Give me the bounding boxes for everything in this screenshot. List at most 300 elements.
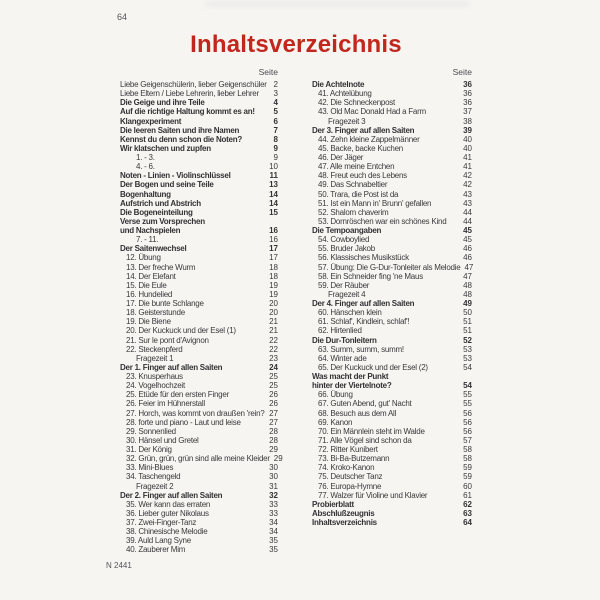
toc-entry-title: 44. Zehn kleine Zappelmänner <box>318 134 420 144</box>
toc-entry-title: 62. Hirtenlied <box>318 326 362 336</box>
toc-entry-page: 17 <box>269 253 278 263</box>
toc-entry-title: 1. - 3. <box>136 153 155 162</box>
toc-entry-title: 38. Chinesische Melodie <box>126 527 208 537</box>
toc-entry-page: 51 <box>463 317 472 327</box>
toc-entry-page: 56 <box>463 408 472 418</box>
toc-entry <box>120 98 278 107</box>
toc-entry-page: 8 <box>273 134 278 144</box>
toc-entry <box>312 354 472 363</box>
toc-entry <box>120 199 278 208</box>
toc-entry-title: Wir klatschen und zupfen <box>120 143 211 153</box>
toc-entry-title: 75. Deutscher Tanz <box>318 472 383 482</box>
toc-entry <box>120 153 278 162</box>
toc-entry-page: 48 <box>463 280 472 290</box>
toc-entry <box>120 482 278 491</box>
toc-entry <box>120 171 278 180</box>
toc-entry-page: 24 <box>269 362 278 372</box>
toc-entry-title: 19. Die Biene <box>126 317 171 327</box>
toc-entry-title: 59. Der Räuber <box>318 280 370 290</box>
toc-column-left <box>120 67 283 555</box>
toc-entry <box>120 226 278 235</box>
toc-entry-page: 63 <box>463 508 472 518</box>
toc-entry-title: 70. Ein Männlein steht im Walde <box>318 426 425 436</box>
toc-entry-page: 19 <box>269 280 278 290</box>
toc-entry <box>120 89 278 98</box>
toc-entry-title: hinter der Viertelnote? <box>312 381 392 391</box>
toc-entry-page: 55 <box>463 390 472 400</box>
toc-entry-title: 63. Summ, summ, summ! <box>318 344 404 354</box>
toc-entry <box>312 80 472 89</box>
toc-entry-title: 30. Hänsel und Gretel <box>126 435 199 445</box>
toc-entry-page: 30 <box>269 472 278 482</box>
toc-entry-title: Der Saitenwechsel <box>120 244 187 254</box>
toc-entry <box>312 144 472 153</box>
toc-entry-page: 16 <box>269 235 278 245</box>
toc-entry-page: 43 <box>463 189 472 199</box>
toc-columns <box>120 67 472 555</box>
toc-entry-title: 33. Mini-Blues <box>126 463 174 473</box>
toc-entry-title: 28. forte und piano - Laut und leise <box>126 417 241 427</box>
toc-entry-title: Der 3. Finger auf allen Saiten <box>312 125 415 135</box>
toc-entry-page: 21 <box>269 317 278 327</box>
toc-entry <box>120 290 278 299</box>
toc-entry-title: Bogenhaltung <box>120 189 171 199</box>
seite-column-header: Seite <box>452 67 472 77</box>
toc-entry-title: Inhaltsverzeichnis <box>312 518 377 527</box>
toc-entry-title: 45. Backe, backe Kuchen <box>318 143 403 153</box>
toc-entry-title: Liebe Eltern / Liebe Lehrerin, lieber Lehrer <box>120 89 259 99</box>
toc-entry-title: 67. Guten Abend, gut' Nacht <box>318 399 412 409</box>
toc-entry-page: 18 <box>269 262 278 272</box>
toc-entry <box>312 272 472 281</box>
toc-entry-title: 77. Walzer für Violine und Klavier <box>318 490 428 500</box>
toc-entry <box>312 472 472 481</box>
toc-entry-page: 48 <box>463 289 472 299</box>
toc-entry <box>120 472 278 481</box>
toc-entry <box>312 153 472 162</box>
toc-entry-title: 53. Dornröschen war ein schönes Kind <box>318 216 447 226</box>
toc-entry-page: 54 <box>463 362 472 372</box>
toc-entry-page: 9 <box>273 143 278 153</box>
toc-entry-page: 28 <box>269 426 278 436</box>
toc-entry-title: 18. Geisterstunde <box>126 308 185 318</box>
toc-entry <box>312 418 472 427</box>
toc-entry-title: 66. Übung <box>318 390 353 400</box>
toc-entry-title: Fragezeit 2 <box>136 481 174 491</box>
toc-entry-page: 19 <box>269 289 278 299</box>
toc-entry-title: 50. Trara, die Post ist da <box>318 189 399 199</box>
toc-entry-page: 10 <box>269 162 278 172</box>
scan-artifact-smudge <box>205 1 470 7</box>
toc-entry-page: 35 <box>269 545 278 555</box>
toc-entry-page: 39 <box>463 125 472 135</box>
toc-entry <box>120 536 278 545</box>
toc-entry-page: 64 <box>463 518 472 527</box>
toc-entry-page: 44 <box>463 216 472 226</box>
toc-entry-page: 9 <box>273 153 278 162</box>
toc-entry <box>312 518 472 527</box>
toc-entry-page: 42 <box>463 171 472 181</box>
toc-entry-title: 36. Lieber guter Nikolaus <box>126 508 209 518</box>
toc-entry-page: 38 <box>463 116 472 126</box>
toc-entry-title: 48. Freut euch des Lebens <box>318 171 407 181</box>
toc-entry-title: 17. Die bunte Schlange <box>126 299 204 308</box>
toc-entry-title: Probierblatt <box>312 499 354 509</box>
toc-entry-title: 20. Der Kuckuck und der Esel (1) <box>126 326 236 336</box>
toc-entry-page: 46 <box>463 253 472 263</box>
toc-entry-page: 7 <box>273 125 278 135</box>
toc-entry <box>120 518 278 527</box>
toc-entry <box>312 390 472 399</box>
toc-entry-title: Fragezeit 3 <box>328 116 366 126</box>
toc-entry-title: 16. Hundelied <box>126 289 173 299</box>
toc-entry <box>312 208 472 217</box>
toc-entry-title: 29. Sonnenlied <box>126 426 176 436</box>
toc-entry <box>120 445 278 454</box>
toc-entry <box>312 299 472 308</box>
toc-entry <box>312 162 472 171</box>
toc-entry-title: 21. Sur le pont d'Avignon <box>126 335 209 345</box>
toc-entry-title: Der 4. Finger auf allen Saiten <box>312 299 415 308</box>
toc-entry-title: Die Dur-Tonleitern <box>312 335 377 345</box>
toc-entry <box>312 244 472 253</box>
toc-entry-title: 4. - 6. <box>136 162 155 172</box>
toc-entry <box>312 226 472 235</box>
toc-entry-page: 27 <box>269 408 278 418</box>
toc-entry-title: 72. Ritter Kunibert <box>318 445 378 454</box>
toc-entry <box>120 399 278 408</box>
toc-entry <box>312 253 472 262</box>
toc-entry-title: 23. Knusperhaus <box>126 372 183 381</box>
toc-entry <box>120 208 278 217</box>
toc-entry-page: 47 <box>464 262 474 272</box>
page-number: 64 <box>117 12 128 22</box>
toc-entry-title: 68. Besuch aus dem All <box>318 408 397 418</box>
toc-entry <box>120 217 278 226</box>
toc-entry <box>120 509 278 518</box>
toc-entry-page: 53 <box>463 353 472 363</box>
toc-entry-title: Liebe Geigenschülerin, lieber Geigenschüler <box>120 80 267 89</box>
toc-entry <box>312 363 472 372</box>
toc-entry-page: 25 <box>269 372 278 381</box>
toc-entry-title: Die Tempoangaben <box>312 226 382 235</box>
toc-entry-page: 60 <box>463 481 472 491</box>
toc-entry-page: 45 <box>463 235 472 245</box>
toc-entry-title: 22. Steckenpferd <box>126 344 183 354</box>
toc-entry-title: 39. Auld Lang Syne <box>126 536 191 546</box>
toc-entry-page: 62 <box>463 499 472 509</box>
toc-entry-title: 55. Bruder Jakob <box>318 244 375 254</box>
toc-entry <box>312 454 472 463</box>
toc-entry-title: 47. Alle meine Entchen <box>318 162 395 172</box>
toc-entry <box>120 336 278 345</box>
toc-entry-title: Was macht der Punkt <box>312 372 389 381</box>
toc-entry <box>312 482 472 491</box>
toc-entry-page: 44 <box>463 207 472 217</box>
toc-entry-page: 23 <box>269 353 278 363</box>
toc-entry-title: Aufstrich und Abstrich <box>120 198 201 208</box>
toc-entry-title: 58. Ein Schneider fing 'ne Maus <box>318 271 423 281</box>
toc-entry <box>312 491 472 500</box>
toc-entry-title: 41. Achtelübung <box>318 89 372 99</box>
toc-entry <box>120 135 278 144</box>
toc-entry-page: 6 <box>273 116 278 126</box>
toc-entry <box>312 107 472 116</box>
toc-entry-title: Die Geige und ihre Teile <box>120 98 205 108</box>
toc-column-right <box>312 67 472 555</box>
toc-entry-page: 3 <box>273 89 278 99</box>
toc-entry <box>312 381 472 390</box>
toc-entry-page: 26 <box>269 399 278 409</box>
toc-entry <box>120 190 278 199</box>
toc-entry-title: 43. Old Mac Donald Had a Farm <box>318 107 426 117</box>
toc-entry <box>312 308 472 317</box>
toc-entry <box>120 317 278 326</box>
toc-entry <box>312 217 472 226</box>
toc-entry <box>312 326 472 335</box>
toc-entry-title: 52. Shalom chaverim <box>318 207 389 217</box>
toc-entry-title: 56. Klassisches Musikstück <box>318 253 409 263</box>
toc-entry-list <box>120 80 283 555</box>
toc-entry <box>312 317 472 326</box>
toc-entry-title: Der Bogen und seine Teile <box>120 180 214 190</box>
toc-entry-page: 33 <box>269 499 278 509</box>
toc-entry-page: 17 <box>269 244 278 254</box>
toc-entry <box>120 272 278 281</box>
toc-entry-page: 59 <box>463 472 472 482</box>
toc-entry <box>312 117 472 126</box>
toc-entry-title: 69. Kanon <box>318 417 353 427</box>
toc-entry-page: 54 <box>463 381 472 391</box>
toc-entry <box>312 336 472 345</box>
toc-entry-page: 46 <box>463 244 472 254</box>
toc-entry <box>312 290 472 299</box>
toc-entry <box>312 372 472 381</box>
toc-entry-page: 53 <box>463 344 472 354</box>
toc-entry <box>120 281 278 290</box>
toc-entry <box>312 135 472 144</box>
toc-entry <box>312 409 472 418</box>
toc-entry-title: Klangexperiment <box>120 116 182 126</box>
toc-entry-page: 25 <box>269 381 278 391</box>
toc-entry-page: 5 <box>273 107 278 117</box>
toc-entry <box>120 418 278 427</box>
toc-entry <box>120 409 278 418</box>
toc-entry <box>120 126 278 135</box>
toc-entry-title: 46. Der Jäger <box>318 153 364 162</box>
toc-entry <box>312 345 472 354</box>
toc-entry-page: 55 <box>463 399 472 409</box>
toc-entry-page: 36 <box>463 89 472 99</box>
toc-entry-title: 12. Übung <box>126 253 161 263</box>
toc-entry-page: 11 <box>269 171 278 181</box>
toc-entry-page: 34 <box>269 527 278 537</box>
toc-entry <box>120 427 278 436</box>
toc-entry-title: 40. Zauberer Mim <box>126 545 186 555</box>
toc-entry <box>120 144 278 153</box>
toc-entry-title: 35. Wer kann das erraten <box>126 499 211 509</box>
toc-entry-title: 34. Taschengeld <box>126 472 181 482</box>
toc-entry-title: 26. Feier im Hühnerstall <box>126 399 205 409</box>
toc-entry-page: 56 <box>463 417 472 427</box>
toc-entry <box>120 80 278 89</box>
edition-number: N 2441 <box>106 561 132 570</box>
toc-entry-title: 24. Vogelhochzeit <box>126 381 185 391</box>
toc-entry-title: Der 1. Finger auf allen Saiten <box>120 362 223 372</box>
toc-entry-page: 28 <box>269 435 278 445</box>
toc-entry-title: 31. Der König <box>126 445 172 454</box>
toc-entry <box>120 308 278 317</box>
toc-entry <box>120 381 278 390</box>
toc-entry <box>312 436 472 445</box>
toc-entry-page: 21 <box>269 326 278 336</box>
toc-entry <box>120 527 278 536</box>
toc-entry-page: 27 <box>269 417 278 427</box>
toc-entry-page: 20 <box>269 308 278 318</box>
toc-entry-title: 37. Zwei-Finger-Tanz <box>126 518 197 527</box>
toc-entry-page: 36 <box>463 98 472 108</box>
toc-entry-title: Abschlußzeugnis <box>312 508 375 518</box>
toc-entry <box>120 363 278 372</box>
toc-entry-page: 61 <box>463 490 472 500</box>
toc-entry-page: 29 <box>273 454 283 464</box>
toc-entry-title: 65. Der Kuckuck und der Esel (2) <box>318 362 428 372</box>
toc-entry <box>120 463 278 472</box>
toc-entry <box>120 299 278 308</box>
toc-entry <box>120 354 278 363</box>
toc-entry-title: und Nachspielen <box>120 226 181 235</box>
toc-entry <box>120 180 278 189</box>
toc-entry-page: 14 <box>269 189 278 199</box>
toc-entry-title: Fragezeit 4 <box>328 289 366 299</box>
toc-entry-page: 42 <box>463 180 472 190</box>
toc-entry-page: 30 <box>269 463 278 473</box>
toc-entry-title: Kennst du denn schon die Noten? <box>120 134 243 144</box>
toc-entry-title: 7. - 11. <box>136 235 159 245</box>
toc-entry <box>312 126 472 135</box>
toc-entry-title: Fragezeit 1 <box>136 353 174 363</box>
toc-entry-title: 42. Die Schneckenpost <box>318 98 396 108</box>
toc-entry <box>312 199 472 208</box>
toc-entry-page: 34 <box>269 518 278 527</box>
toc-entry <box>120 235 278 244</box>
toc-entry-title: 25. Etüde für den ersten Finger <box>126 390 229 400</box>
toc-entry <box>312 171 472 180</box>
toc-entry-page: 4 <box>273 98 278 108</box>
seite-column-header: Seite <box>258 67 278 77</box>
toc-entry-page: 57 <box>463 435 472 445</box>
toc-entry-page: 32 <box>269 490 278 500</box>
toc-entry <box>312 500 472 509</box>
toc-entry-title: 64. Winter ade <box>318 353 367 363</box>
toc-entry <box>120 263 278 272</box>
toc-entry-page: 35 <box>269 536 278 546</box>
toc-entry-title: 15. Die Eule <box>126 280 167 290</box>
toc-entry-page: 15 <box>269 207 278 217</box>
toc-entry-page: 56 <box>463 426 472 436</box>
toc-entry-title: 32. Grün, grün, grün sind alle meine Kleider <box>126 454 270 464</box>
toc-entry <box>120 491 278 500</box>
toc-entry-page: 16 <box>269 226 278 235</box>
toc-entry <box>312 463 472 472</box>
toc-entry-page: 41 <box>463 153 472 162</box>
toc-entry <box>120 545 278 554</box>
toc-entry-page: 59 <box>463 463 472 473</box>
toc-entry-page: 58 <box>463 454 472 464</box>
toc-entry-title: Verse zum Vorsprechen <box>120 216 205 226</box>
toc-entry-title: 54. Cowboylied <box>318 235 370 245</box>
toc-entry-page: 45 <box>463 226 472 235</box>
toc-entry <box>120 162 278 171</box>
toc-entry <box>312 281 472 290</box>
toc-entry-title: Auf die richtige Haltung kommt es an! <box>120 107 255 117</box>
toc-entry-title: 71. Alle Vögel sind schon da <box>318 435 412 445</box>
toc-entry <box>120 345 278 354</box>
toc-entry-title: 76. Europa-Hymne <box>318 481 382 491</box>
toc-entry-title: 51. Ist ein Mann in' Brunn' gefallen <box>318 198 432 208</box>
toc-entry <box>120 253 278 262</box>
toc-entry <box>312 98 472 107</box>
toc-entry-title: Die Achtelnote <box>312 80 365 89</box>
toc-entry-title: 57. Übung: Die G-Dur-Tonleiter als Melodie <box>318 262 461 272</box>
toc-entry-page: 33 <box>269 508 278 518</box>
toc-entry <box>120 244 278 253</box>
toc-entry-title: 60. Hänschen klein <box>318 308 382 318</box>
toc-entry-title: 73. Bi-Ba-Butzemann <box>318 454 390 464</box>
page-title: Inhaltsverzeichnis <box>190 31 402 58</box>
toc-entry <box>312 445 472 454</box>
toc-entry-page: 41 <box>463 162 472 172</box>
toc-entry-page: 40 <box>463 143 472 153</box>
toc-entry <box>312 509 472 518</box>
toc-entry-page: 50 <box>463 308 472 318</box>
toc-entry-page: 43 <box>463 198 472 208</box>
toc-entry-page: 22 <box>269 344 278 354</box>
toc-entry <box>312 235 472 244</box>
toc-entry-page: 49 <box>463 299 472 308</box>
toc-entry-title: Der 2. Finger auf allen Saiten <box>120 490 223 500</box>
toc-entry <box>120 372 278 381</box>
toc-entry-page: 2 <box>273 80 278 89</box>
toc-entry-page: 20 <box>269 299 278 308</box>
toc-entry-page: 52 <box>463 335 472 345</box>
toc-entry-title: 49. Das Schnabeltier <box>318 180 388 190</box>
toc-entry <box>312 180 472 189</box>
toc-entry <box>312 190 472 199</box>
toc-entry-page: 47 <box>463 271 472 281</box>
toc-entry-page: 13 <box>269 180 278 190</box>
toc-entry-title: 27. Horch, was kommt von draußen 'rein? <box>126 408 265 418</box>
toc-entry-list <box>312 80 472 527</box>
toc-entry <box>312 399 472 408</box>
toc-entry-title: Die Bogeneinteilung <box>120 207 193 217</box>
toc-entry-page: 36 <box>463 80 472 89</box>
toc-entry-title: 13. Der freche Wurm <box>126 262 196 272</box>
toc-entry-page: 26 <box>269 390 278 400</box>
toc-entry-page: 40 <box>463 134 472 144</box>
toc-entry <box>120 390 278 399</box>
toc-entry-page: 58 <box>463 445 472 454</box>
toc-entry <box>120 107 278 116</box>
toc-entry <box>120 436 278 445</box>
toc-entry-title: 74. Kroko-Kanon <box>318 463 375 473</box>
toc-entry-page: 14 <box>269 198 278 208</box>
toc-entry <box>120 326 278 335</box>
toc-entry-title: 61. Schlaf', Kindlein, schlaf'! <box>318 317 410 327</box>
toc-entry-page: 29 <box>269 445 278 454</box>
toc-entry-title: Noten - Linien - Violinschlüssel <box>120 171 231 181</box>
toc-entry <box>120 500 278 509</box>
